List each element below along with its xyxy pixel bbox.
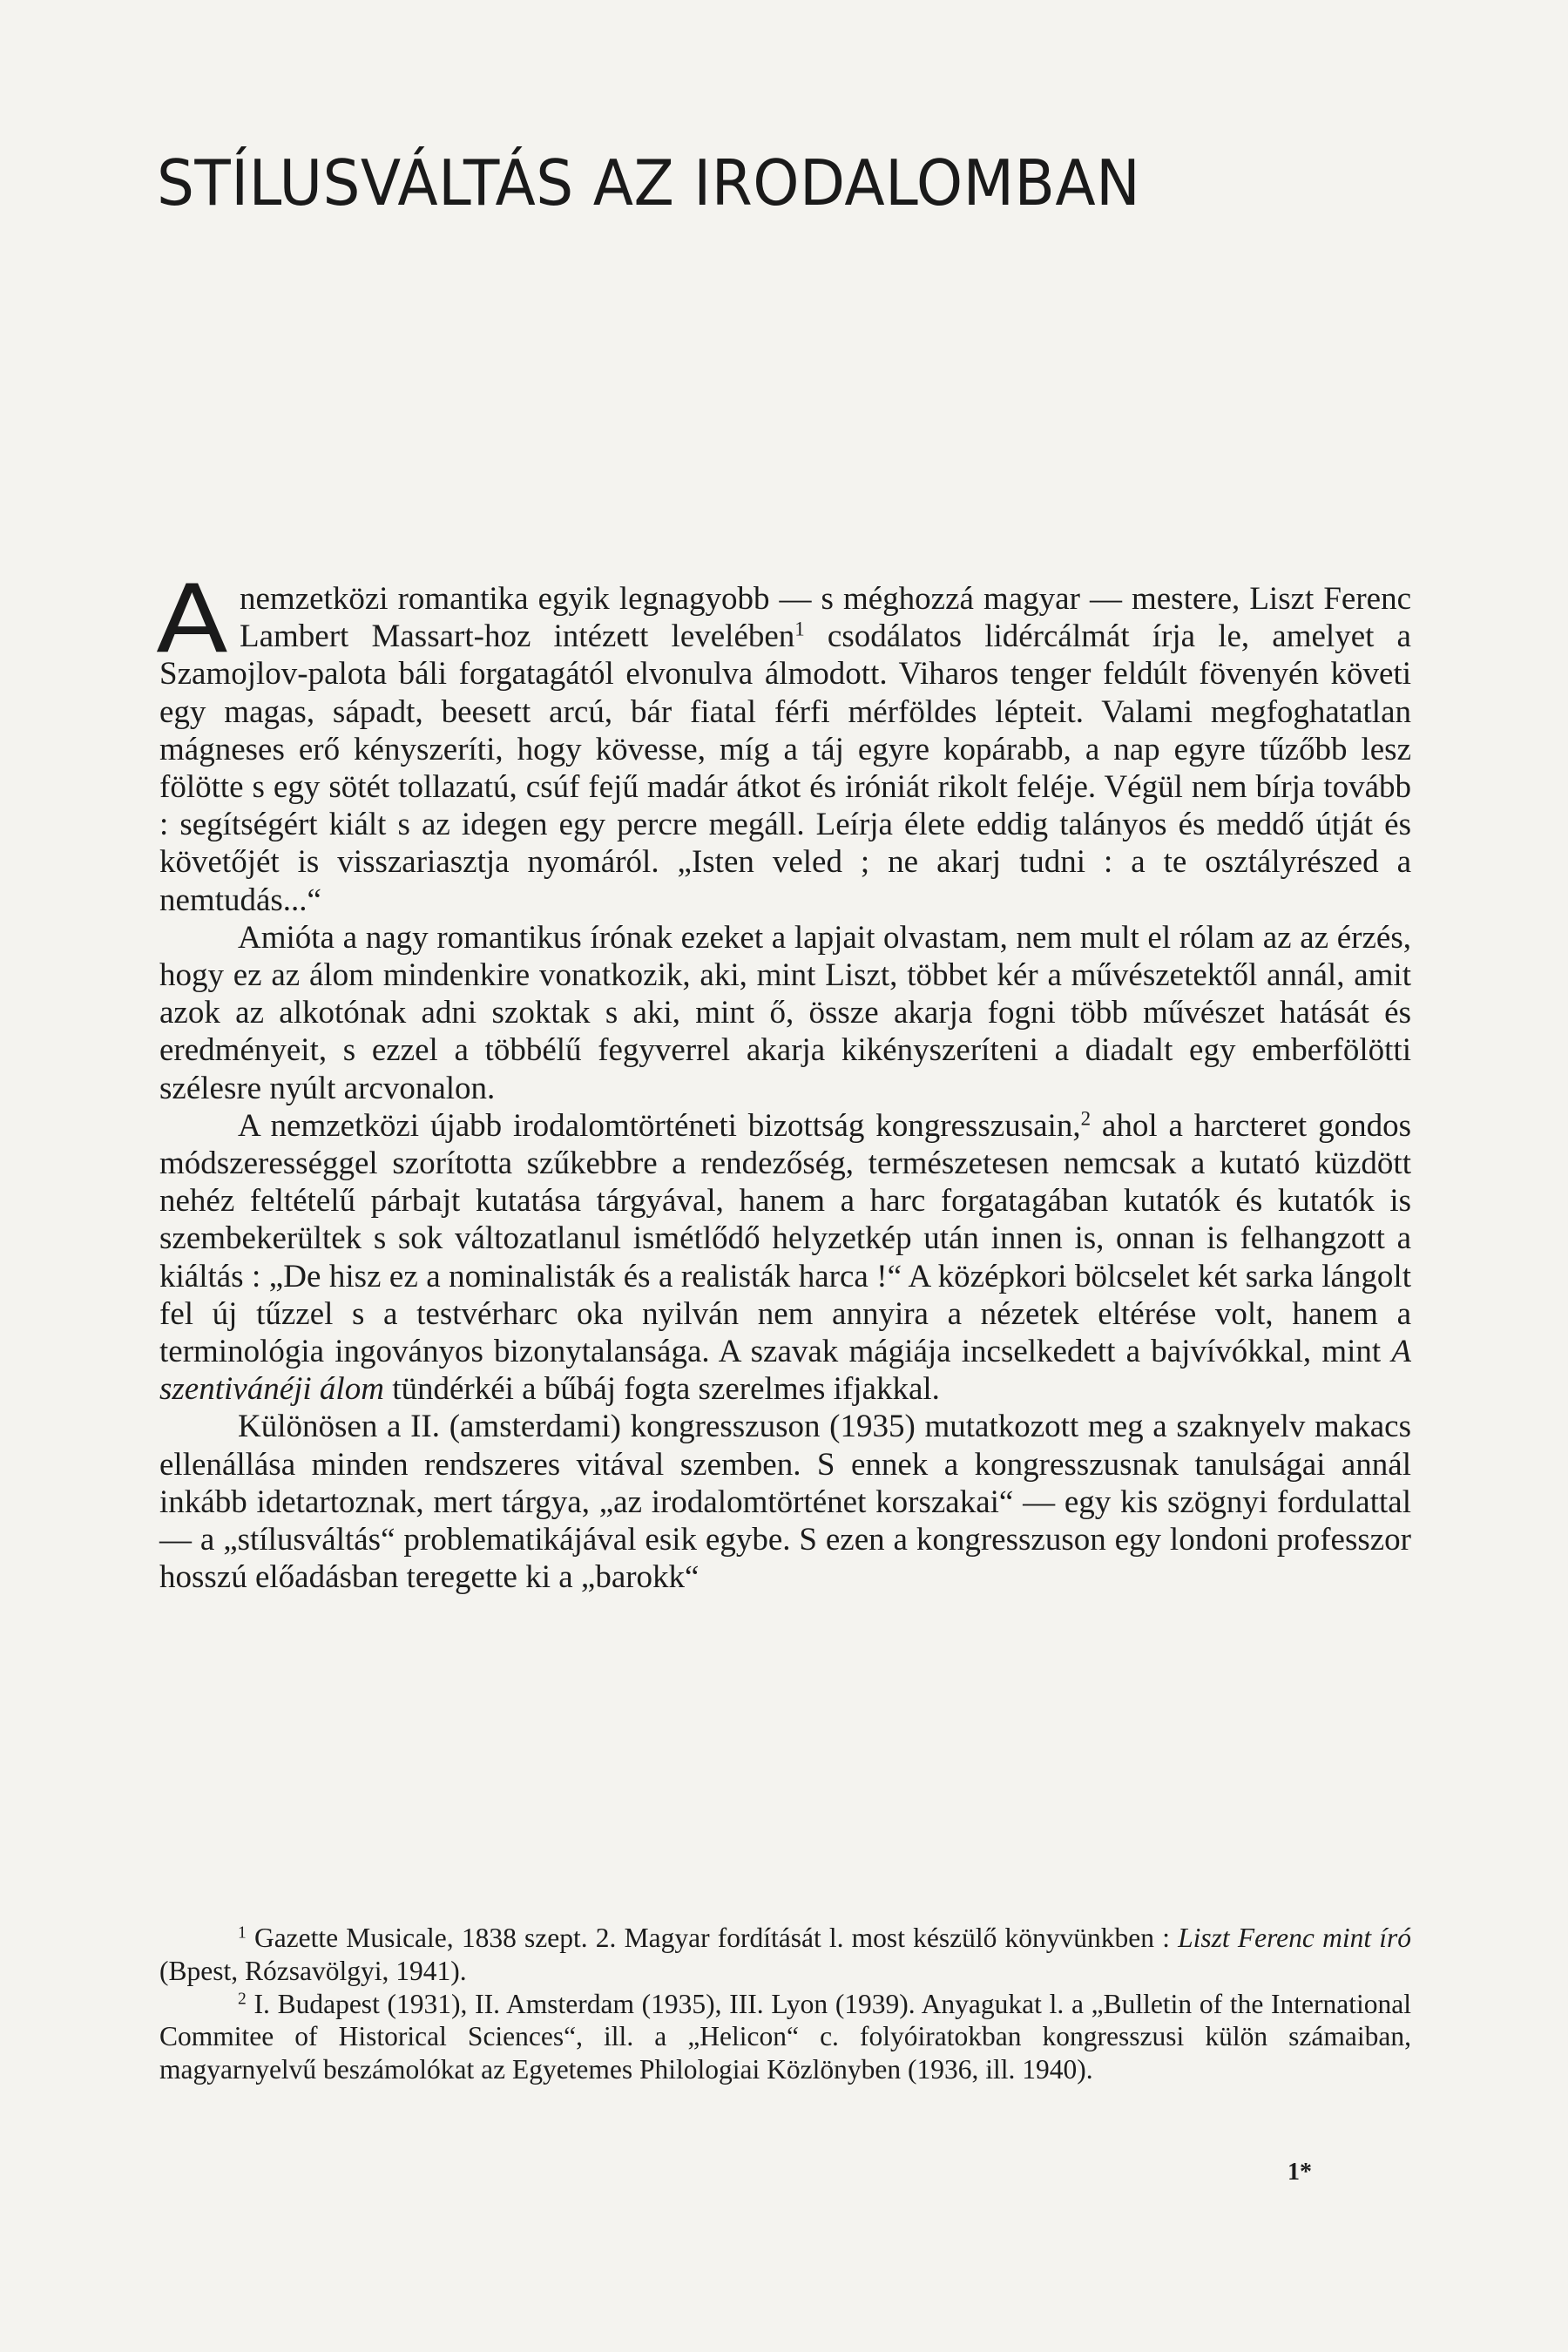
paragraph-3-text: A nemzetközi újabb irodalomtörténeti bizottság kongresszusain, <box>238 1107 1081 1144</box>
paragraph-3-text-end: tündérkéi a bűbáj fogta szerelmes ifjakkal. <box>383 1371 940 1408</box>
paragraph-4: Különösen a II. (amsterdami) kongresszuson (1935) mutatkozott meg a szaknyelv makacs ellenállása minden rendszeres vitával szemben. S ennek a kongresszusnak tanulságai annál inkább idetartoznak, mert tárgya, „az irodalomtörténet korszakai“ — egy kis szögnyi fordulattal — a „stílusváltás“ problematikájával esik egybe. S ezen a kongresszuson egy londoni professzor hosszú előadásban teregette ki a „barokk“ <box>159 1409 1411 1596</box>
paragraph-1-text-cont: csodálatos lidércálmát írja le, amelyet a Szamojlov-palota báli forgatagától elvonulva álmodott. Viharos tenger feldúlt fövenyén követi egy magas, sápadt, beesett arcú, bár fiatal férfi mérföldes lépteit. Valami megfoghatatlan mágneses erő kényszeríti, hogy kövesse, míg a táj egyre kopárabb, a nap egyre tűzőbb lesz fölötte s egy sötét tollazatú, csúf fejű madár átkot és iróniát rikolt feléje. Végül nem bírja tovább : segítségért kiált s az idegen egy percre megáll. Leírja élete eddig talányos és meddő útját és követőjét is visszariasztja nyomáról. „Isten veled ; ne akarj tudni : a te osztályrészed a nemtudás...“ <box>159 618 1411 918</box>
paragraph-3-text-cont: ahol a harcteret gondos módszerességgel szorította szűkebbre a rendezőség, természetesen nemcsak a kutató küzdött nehéz feltételű párbajt kutatása tárgyával, hanem a harc forgatagában kutatók és kutatók is szembekerültek s sok változatlanul ismétlődő helyzetkép után innen is, onnan is felhangzott a kiáltás : „De hisz ez a nominalisták és a realisták harca !“ A középkori bölcselet két sarka lángolt fel új tűzzel s a testvérharc oka nyilván nem annyira a nézetek eltérése volt, hanem a terminológia ingoványos bizonytalansága. A szavak mágiája incselkedett a bajvívókkal, mint <box>159 1107 1411 1370</box>
footnote-2-text: I. Budapest (1931), II. Amsterdam (1935), III. Lyon (1939). Anyagukat l. a „Bulletin of the International Commitee of Historical Sciences“, ill. a „Helicon“ c. folyóiratokban kongresszusi külön számaiban, magyarnyelvű beszámolókat az Egyetemes Philologiai Közlönyben (1936, ill. 1940). <box>159 1988 1411 2085</box>
footnotes <box>159 1922 1411 2086</box>
footnote-1-text-end: (Bpest, Rózsavölgyi, 1941). <box>159 1955 467 1986</box>
paragraph-1 <box>156 565 1411 919</box>
footnote-1-italic: Liszt Ferenc mint író <box>1178 1923 1412 1953</box>
footnote-2-mark: 2 <box>238 1989 247 2008</box>
main-text <box>156 565 1411 1596</box>
paragraph-1-text: nemzetközi romantika egyik legnagyobb — s méghozzá magyar — mestere, Liszt Ferenc Lambert Massart-hoz intézett levelében <box>240 581 1411 655</box>
sheet-signature: 1* <box>1288 2159 1312 2186</box>
footnote-2 <box>159 1988 1411 2086</box>
paragraph-2: Amióta a nagy romantikus írónak ezeket a lapjait olvastam, nem mult el rólam az az érzés, hogy ez az álom mindenkire vonatkozik, aki, mint Liszt, többet kér a művészetektől annál, amit azok az alkotónak adni szoktak s aki, mint ő, össze akarja fogni több művészet hatását és eredményeit, s ezzel a többélű fegyverrel akarja kikényszeríteni a diadalt egy emberfölötti szélesre nyúlt arcvonalon. <box>159 919 1411 1106</box>
paragraph-3 <box>159 1107 1411 1409</box>
italic-title: A szentivánéji álom <box>159 1334 1411 1408</box>
footnote-1-mark: 1 <box>238 1923 247 1943</box>
footnote-1-text: Gazette Musicale, 1838 szept. 2. Magyar fordítását l. most készülő könyvünkben : <box>246 1923 1179 1953</box>
footnote-1 <box>159 1922 1411 1988</box>
footnote-ref-1: 1 <box>794 618 805 640</box>
drop-cap: A <box>156 565 228 674</box>
footnote-ref-2: 2 <box>1080 1107 1092 1130</box>
page-title: STÍLUSVÁLTÁS AZ IRODALOMBAN <box>157 146 1141 220</box>
